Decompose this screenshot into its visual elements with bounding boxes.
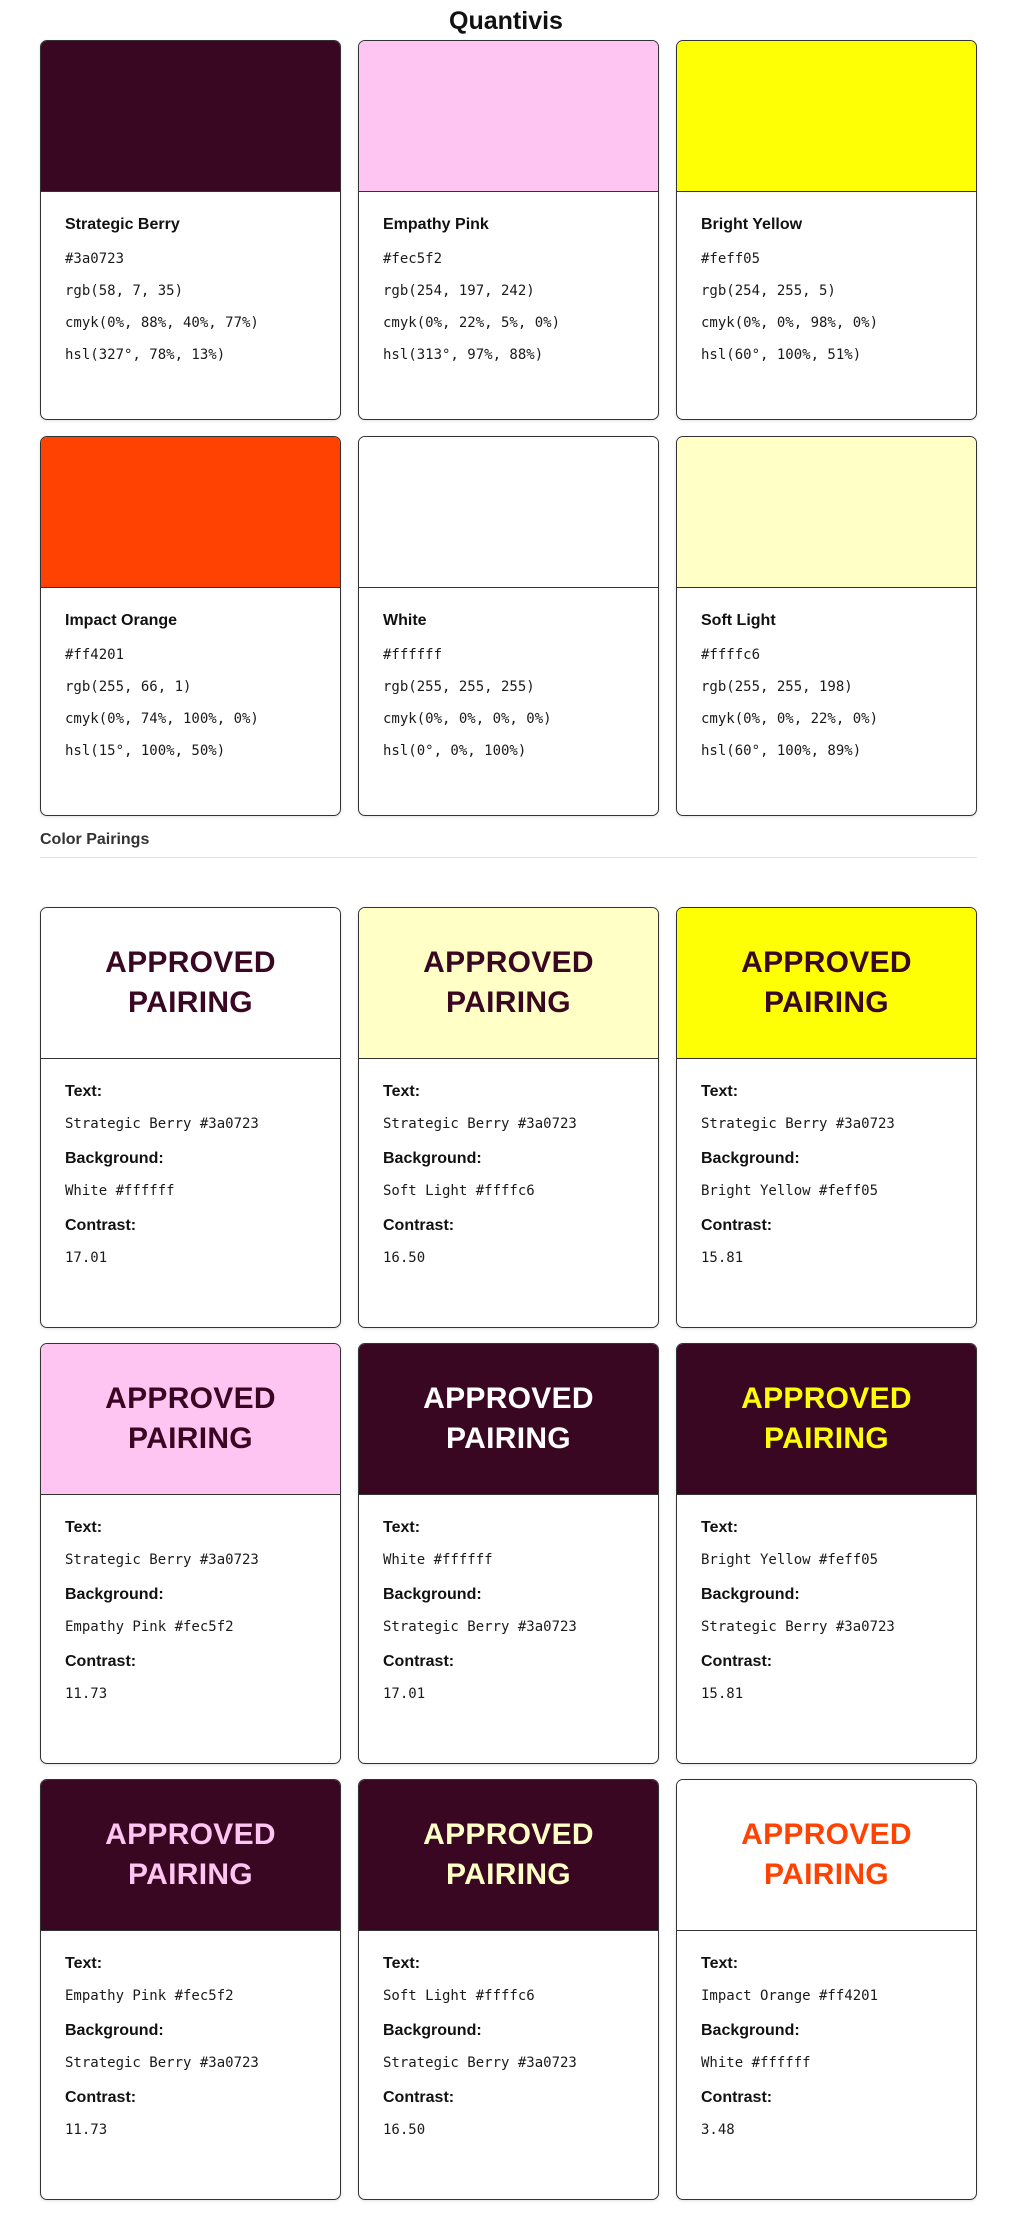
pairing-card <box>358 1779 659 2200</box>
rgb-value: rgb(58, 7, 35) <box>65 283 184 299</box>
color-name: Strategic Berry <box>65 216 180 233</box>
pairing-sample <box>359 1344 658 1495</box>
pairings-heading: Color Pairings <box>40 831 977 858</box>
pairing-card <box>40 1343 341 1764</box>
text-color-value: Strategic Berry #3a0723 <box>65 1552 259 1568</box>
background-color-value: White #ffffff <box>65 1183 175 1199</box>
cmyk-value: cmyk(0%, 74%, 100%, 0%) <box>65 711 259 727</box>
hex-value: #ffffff <box>383 647 443 663</box>
contrast-value: 16.50 <box>383 2122 426 2138</box>
background-color-value: Empathy Pink #fec5f2 <box>65 1619 234 1635</box>
rgb-value: rgb(255, 255, 255) <box>383 679 535 695</box>
pairing-sample <box>677 908 976 1059</box>
contrast-label: Contrast: <box>65 1653 137 1670</box>
rgb-value: rgb(254, 255, 5) <box>701 283 836 299</box>
contrast-value: 11.73 <box>65 2122 108 2138</box>
color-swatch <box>41 437 340 588</box>
color-name: Soft Light <box>701 612 776 629</box>
hsl-value: hsl(60°, 100%, 89%) <box>701 743 862 759</box>
contrast-label: Contrast: <box>65 1217 137 1234</box>
sample-text-line: APPROVED <box>423 1818 594 1851</box>
color-name: Bright Yellow <box>701 216 803 233</box>
contrast-label: Contrast: <box>701 1217 773 1234</box>
text-label: Text: <box>383 1955 421 1972</box>
background-label: Background: <box>701 1150 800 1167</box>
swatch-card <box>676 436 977 816</box>
cmyk-value: cmyk(0%, 0%, 0%, 0%) <box>383 711 552 727</box>
contrast-label: Contrast: <box>383 1653 455 1670</box>
background-label: Background: <box>383 2022 482 2039</box>
hsl-value: hsl(0°, 0%, 100%) <box>383 743 527 759</box>
text-label: Text: <box>701 1519 739 1536</box>
contrast-label: Contrast: <box>701 2089 773 2106</box>
cmyk-value: cmyk(0%, 22%, 5%, 0%) <box>383 315 561 331</box>
sample-text-line: PAIRING <box>446 986 571 1019</box>
background-label: Background: <box>65 1586 164 1603</box>
background-label: Background: <box>383 1586 482 1603</box>
contrast-value: 17.01 <box>383 1686 426 1702</box>
text-label: Text: <box>65 1955 103 1972</box>
pairing-sample <box>677 1780 976 1931</box>
background-label: Background: <box>65 2022 164 2039</box>
hex-value: #ff4201 <box>65 647 125 663</box>
text-label: Text: <box>65 1083 103 1100</box>
text-color-value: Soft Light #ffffc6 <box>383 1988 535 2004</box>
color-swatch <box>677 437 976 588</box>
sample-text-line: APPROVED <box>423 1382 594 1415</box>
color-swatch <box>41 41 340 192</box>
background-label: Background: <box>701 1586 800 1603</box>
cmyk-value: cmyk(0%, 0%, 22%, 0%) <box>701 711 879 727</box>
rgb-value: rgb(254, 197, 242) <box>383 283 535 299</box>
contrast-value: 3.48 <box>701 2122 735 2138</box>
swatch-card <box>676 40 977 420</box>
pairing-card <box>676 1343 977 1764</box>
sample-text-line: APPROVED <box>741 946 912 979</box>
hex-value: #fec5f2 <box>383 251 443 267</box>
background-color-value: Soft Light #ffffc6 <box>383 1183 535 1199</box>
color-swatch <box>677 41 976 192</box>
pairing-sample <box>41 1780 340 1931</box>
sample-text-line: APPROVED <box>423 946 594 979</box>
contrast-value: 15.81 <box>701 1250 744 1266</box>
background-label: Background: <box>383 1150 482 1167</box>
color-swatch <box>359 41 658 192</box>
color-swatch <box>359 437 658 588</box>
background-color-value: Strategic Berry #3a0723 <box>383 2055 577 2071</box>
pairing-sample <box>359 908 658 1059</box>
contrast-value: 16.50 <box>383 1250 426 1266</box>
sample-text-line: APPROVED <box>741 1382 912 1415</box>
contrast-value: 15.81 <box>701 1686 744 1702</box>
rgb-value: rgb(255, 66, 1) <box>65 679 192 695</box>
text-color-value: Strategic Berry #3a0723 <box>701 1116 895 1132</box>
background-label: Background: <box>701 2022 800 2039</box>
cmyk-value: cmyk(0%, 88%, 40%, 77%) <box>65 315 259 331</box>
text-label: Text: <box>65 1519 103 1536</box>
contrast-value: 11.73 <box>65 1686 108 1702</box>
background-color-value: Strategic Berry #3a0723 <box>701 1619 895 1635</box>
text-label: Text: <box>701 1955 739 1972</box>
pairing-card <box>358 907 659 1328</box>
rgb-value: rgb(255, 255, 198) <box>701 679 853 695</box>
text-label: Text: <box>383 1519 421 1536</box>
sample-text-line: PAIRING <box>446 1422 571 1455</box>
swatch-card <box>358 436 659 816</box>
background-label: Background: <box>65 1150 164 1167</box>
swatch-grid <box>40 40 977 816</box>
page-title: Quantivis <box>449 7 563 35</box>
hsl-value: hsl(60°, 100%, 51%) <box>701 347 862 363</box>
background-color-value: Strategic Berry #3a0723 <box>383 1619 577 1635</box>
color-name: Impact Orange <box>65 612 178 629</box>
pairing-card <box>676 1779 977 2200</box>
sample-text-line: PAIRING <box>446 1858 571 1891</box>
sample-text-line: PAIRING <box>128 1422 253 1455</box>
sample-text-line: APPROVED <box>105 1818 276 1851</box>
pairing-card <box>358 1343 659 1764</box>
hsl-value: hsl(15°, 100%, 50%) <box>65 743 226 759</box>
pairing-card <box>676 907 977 1328</box>
text-color-value: White #ffffff <box>383 1552 493 1568</box>
pairing-grid <box>40 907 977 2200</box>
pairing-sample <box>41 908 340 1059</box>
hex-value: #feff05 <box>701 251 761 267</box>
hex-value: #ffffc6 <box>701 647 761 663</box>
contrast-label: Contrast: <box>701 1653 773 1670</box>
sample-text-line: PAIRING <box>128 986 253 1019</box>
pairing-sample <box>677 1344 976 1495</box>
sample-text-line: PAIRING <box>128 1858 253 1891</box>
color-name: White <box>383 612 427 629</box>
pairing-sample <box>359 1780 658 1931</box>
contrast-value: 17.01 <box>65 1250 108 1266</box>
cmyk-value: cmyk(0%, 0%, 98%, 0%) <box>701 315 879 331</box>
background-color-value: White #ffffff <box>701 2055 811 2071</box>
text-color-value: Strategic Berry #3a0723 <box>65 1116 259 1132</box>
sample-text-line: APPROVED <box>105 946 276 979</box>
pairing-card <box>40 907 341 1328</box>
swatch-card <box>40 40 341 420</box>
hsl-value: hsl(313°, 97%, 88%) <box>383 347 544 363</box>
sample-text-line: PAIRING <box>764 986 889 1019</box>
swatch-card <box>358 40 659 420</box>
contrast-label: Contrast: <box>65 2089 137 2106</box>
text-label: Text: <box>701 1083 739 1100</box>
background-color-value: Bright Yellow #feff05 <box>701 1183 879 1199</box>
pairing-card <box>40 1779 341 2200</box>
color-name: Empathy Pink <box>383 216 489 233</box>
sample-text-line: PAIRING <box>764 1422 889 1455</box>
contrast-label: Contrast: <box>383 2089 455 2106</box>
swatch-card <box>40 436 341 816</box>
text-color-value: Empathy Pink #fec5f2 <box>65 1988 234 2004</box>
contrast-label: Contrast: <box>383 1217 455 1234</box>
sample-text-line: APPROVED <box>105 1382 276 1415</box>
pairing-sample <box>41 1344 340 1495</box>
text-color-value: Strategic Berry #3a0723 <box>383 1116 577 1132</box>
sample-text-line: APPROVED <box>741 1818 912 1851</box>
hex-value: #3a0723 <box>65 251 125 267</box>
sample-text-line: PAIRING <box>764 1858 889 1891</box>
text-color-value: Bright Yellow #feff05 <box>701 1552 879 1568</box>
hsl-value: hsl(327°, 78%, 13%) <box>65 347 226 363</box>
background-color-value: Strategic Berry #3a0723 <box>65 2055 259 2071</box>
text-label: Text: <box>383 1083 421 1100</box>
text-color-value: Impact Orange #ff4201 <box>701 1988 879 2004</box>
